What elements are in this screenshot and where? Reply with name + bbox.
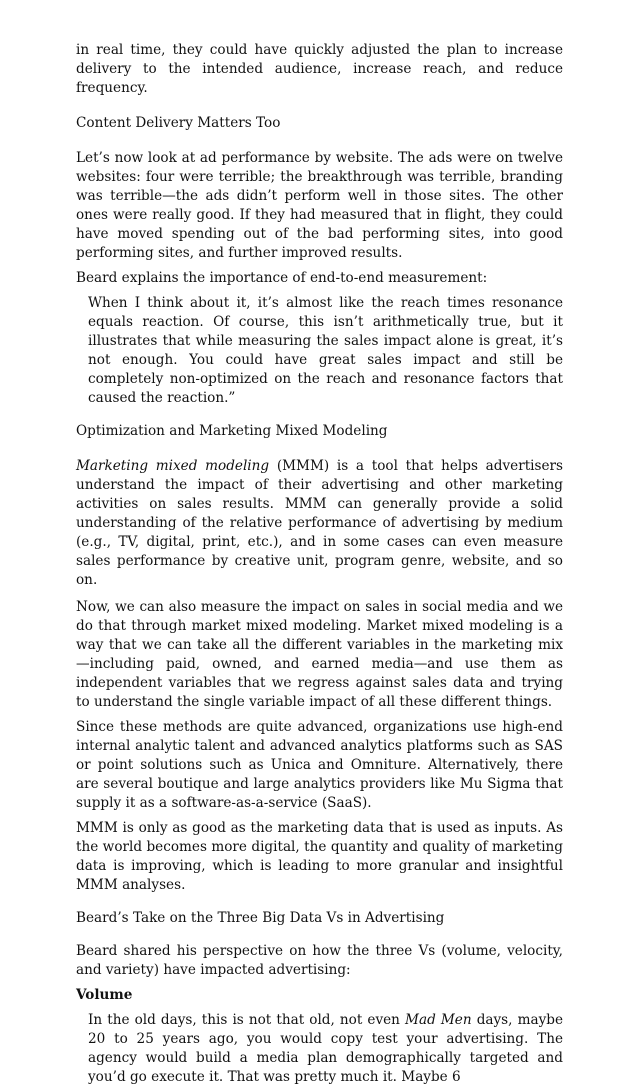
paragraph-analytics-platforms: Since these methods are quite advanced, organizations use high-end internal analytic talent and advanced analytics platforms such as SAS or point solutions such as Unica and Omniture. Alternatively, there are several boutique and large analytics providers like Mu Sigma that supply it as a software-as-a-service (SaaS). — [76, 719, 563, 811]
blockquote-volume — [76, 1011, 563, 1087]
paragraph-three-vs-intro: Beard shared his perspective on how the three Vs (volume, velocity, and variety) have impacted advertising: — [76, 943, 563, 978]
paragraph-delivery-adjustment: in real time, they could have quickly adjusted the plan to increase delivery to the intended audience, increase reach, and reduce frequency. — [76, 42, 563, 96]
paragraph-mmm-data-quality: MMM is only as good as the marketing data that is used as inputs. As the world becomes more digital, the quantity and quality of marketing data is improving, which is leading to more granular and insightful MMM analyses. — [76, 820, 563, 893]
section-heading-three-vs: Beard’s Take on the Three Big Data Vs in Advertising — [76, 910, 445, 926]
volume-quote-start: In the old days, this is not that old, not even — [88, 1012, 406, 1028]
paragraph-mmm-definition — [76, 457, 563, 590]
section-heading-content-delivery: Content Delivery Matters Too — [76, 115, 281, 131]
paragraph-ad-performance: Let’s now look at ad performance by website. The ads were on twelve websites: four were terrible; the breakthrough was terrible, branding was terrible—the ads didn’t perform well in those sites. The other ones were really good. If they had measured that in flight, they could have moved spending out of the bad performing sites, into good performing sites, and further improved results. — [76, 150, 563, 261]
term-marketing-mixed-modeling: Marketing mixed modeling — [76, 458, 270, 474]
blockquote-reach-resonance: When I think about it, it’s almost like the reach times resonance equals reaction. Of course, this isn’t arithmetically true, but it illustrates that while measuring the sales impact alone is great, it’s not enough. You could have great sales impact and still be completely non-optimized on the reach and resonance factors that caused the reaction.” — [88, 295, 563, 406]
title-mad-men: Mad Men — [405, 1012, 472, 1028]
paragraph-social-media-mmm: Now, we can also measure the impact on sales in social media and we do that through market mixed modeling. Market mixed modeling is a way that we can take all the different variables in the marketing mix—including paid, owned, and earned media—and use them as independent variables that we regress against sales data and trying to understand the single variable impact of all these different things. — [76, 599, 563, 710]
mmm-definition-text: (MMM) is a tool that helps advertisers understand the impact of their advertising and other marketing activities on sales results. MMM can generally provide a solid understanding of the relative performance of advertising by medium (e.g., TV, digital, print, etc.), and in some cases can even measure sales performance by creative unit, program genre, website, and so on. — [76, 458, 563, 588]
subheading-volume: Volume — [76, 987, 133, 1003]
paragraph-end-to-end-intro: Beard explains the importance of end-to-end measurement: — [76, 270, 488, 286]
volume-quote-end: days, maybe 20 to 25 years ago, you would copy test your advertising. The agency would build a media plan demographically targeted and you’d go execute it. That was pretty much it. Maybe 6 — [88, 1012, 563, 1085]
section-heading-optimization-mmm: Optimization and Marketing Mixed Modeling — [76, 423, 388, 439]
